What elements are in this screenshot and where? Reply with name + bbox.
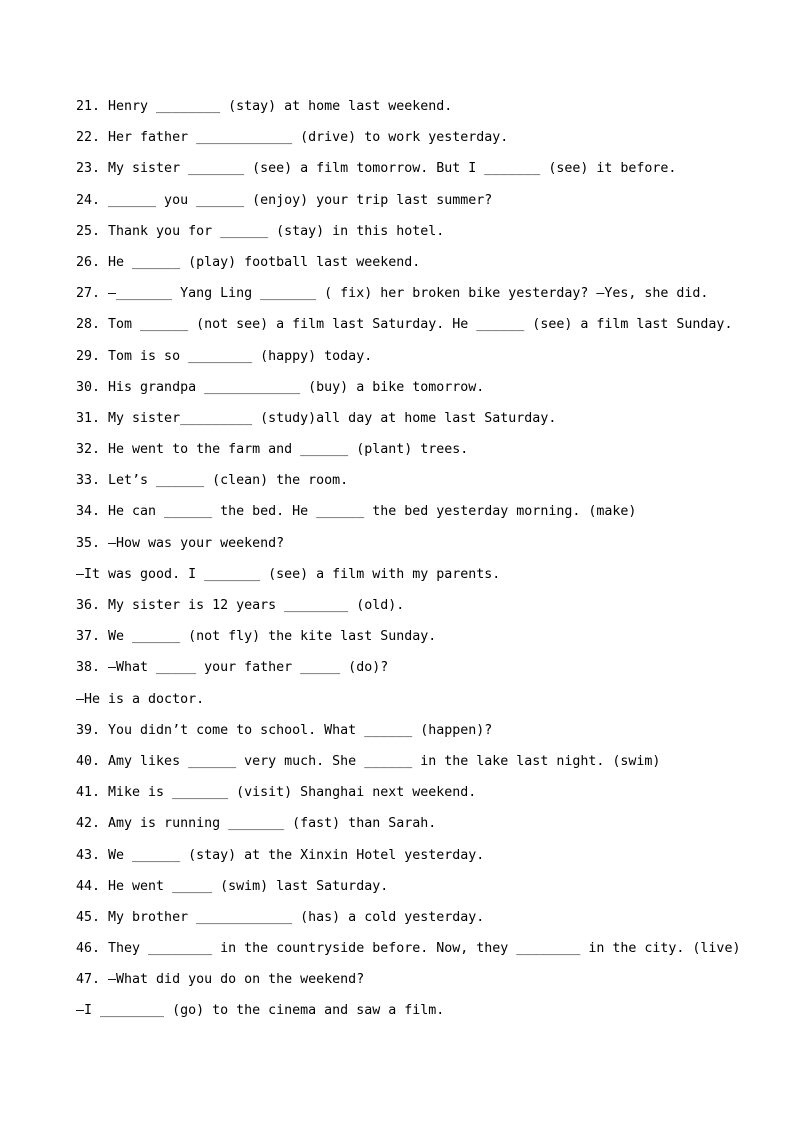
exercise-line-28: 28. Tom ______ (not see) a film last Saturday. He ______ (see) a film last Sunday. — [76, 317, 733, 333]
exercise-line-31: 31. My sister_________ (study)all day at home last Saturday. — [76, 410, 557, 426]
exercise-line-37: 37. We ______ (not fly) the kite last Sunday. — [76, 629, 437, 645]
exercise-line-46: 46. They ________ in the countryside before. Now, they ________ in the city. (live) — [76, 941, 741, 957]
exercise-line-30: 30. His grandpa ____________ (buy) a bike tomorrow. — [76, 379, 485, 395]
exercise-line-27: 27. —_______ Yang Ling _______ ( fix) her broken bike yesterday? —Yes, she did. — [76, 286, 709, 302]
exercise-line-24: 24. ______ you ______ (enjoy) your trip last summer? — [76, 192, 493, 208]
exercise-line-44: 44. He went _____ (swim) last Saturday. — [76, 878, 389, 894]
exercise-line-25: 25. Thank you for ______ (stay) in this hotel. — [76, 223, 445, 239]
exercise-line-45: 45. My brother ____________ (has) a cold yesterday. — [76, 909, 485, 925]
exercise-line-39: 39. You didn’t come to school. What ______ (happen)? — [76, 722, 493, 738]
exercise-line-47: 47. —What did you do on the weekend? — [76, 972, 365, 988]
exercise-line-43: 43. We ______ (stay) at the Xinxin Hotel yesterday. — [76, 847, 485, 863]
exercise-line-35: 35. —How was your weekend? — [76, 535, 285, 551]
exercise-line-29: 29. Tom is so ________ (happy) today. — [76, 348, 373, 364]
exercise-line-32: 32. He went to the farm and ______ (plant) trees. — [76, 442, 469, 458]
exercise-line-47-answer: —I ________ (go) to the cinema and saw a film. — [76, 1003, 445, 1019]
exercise-line-40: 40. Amy likes ______ very much. She ______ in the lake last night. (swim) — [76, 753, 661, 769]
exercise-line-33: 33. Let’s ______ (clean) the room. — [76, 473, 349, 489]
exercise-line-22: 22. Her father ____________ (drive) to work yesterday. — [76, 130, 509, 146]
exercise-line-38-answer: —He is a doctor. — [76, 691, 205, 707]
exercise-line-26: 26. He ______ (play) football last weekend. — [76, 254, 421, 270]
exercise-line-21: 21. Henry ________ (stay) at home last weekend. — [76, 99, 453, 114]
exercise-line-38: 38. —What _____ your father _____ (do)? — [76, 660, 389, 676]
exercise-line-36: 36. My sister is 12 years ________ (old). — [76, 598, 405, 613]
exercise-line-23: 23. My sister _______ (see) a film tomorrow. But I _______ (see) it before. — [76, 161, 677, 177]
exercise-line-41: 41. Mike is _______ (visit) Shanghai next weekend. — [76, 785, 477, 801]
exercise-line-35-answer: —It was good. I _______ (see) a film with my parents. — [76, 566, 501, 582]
exercise-line-34: 34. He can ______ the bed. He ______ the bed yesterday morning. (make) — [76, 504, 637, 520]
exercise-list — [76, 96, 776, 1032]
exercise-line-42: 42. Amy is running _______ (fast) than Sarah. — [76, 816, 437, 832]
